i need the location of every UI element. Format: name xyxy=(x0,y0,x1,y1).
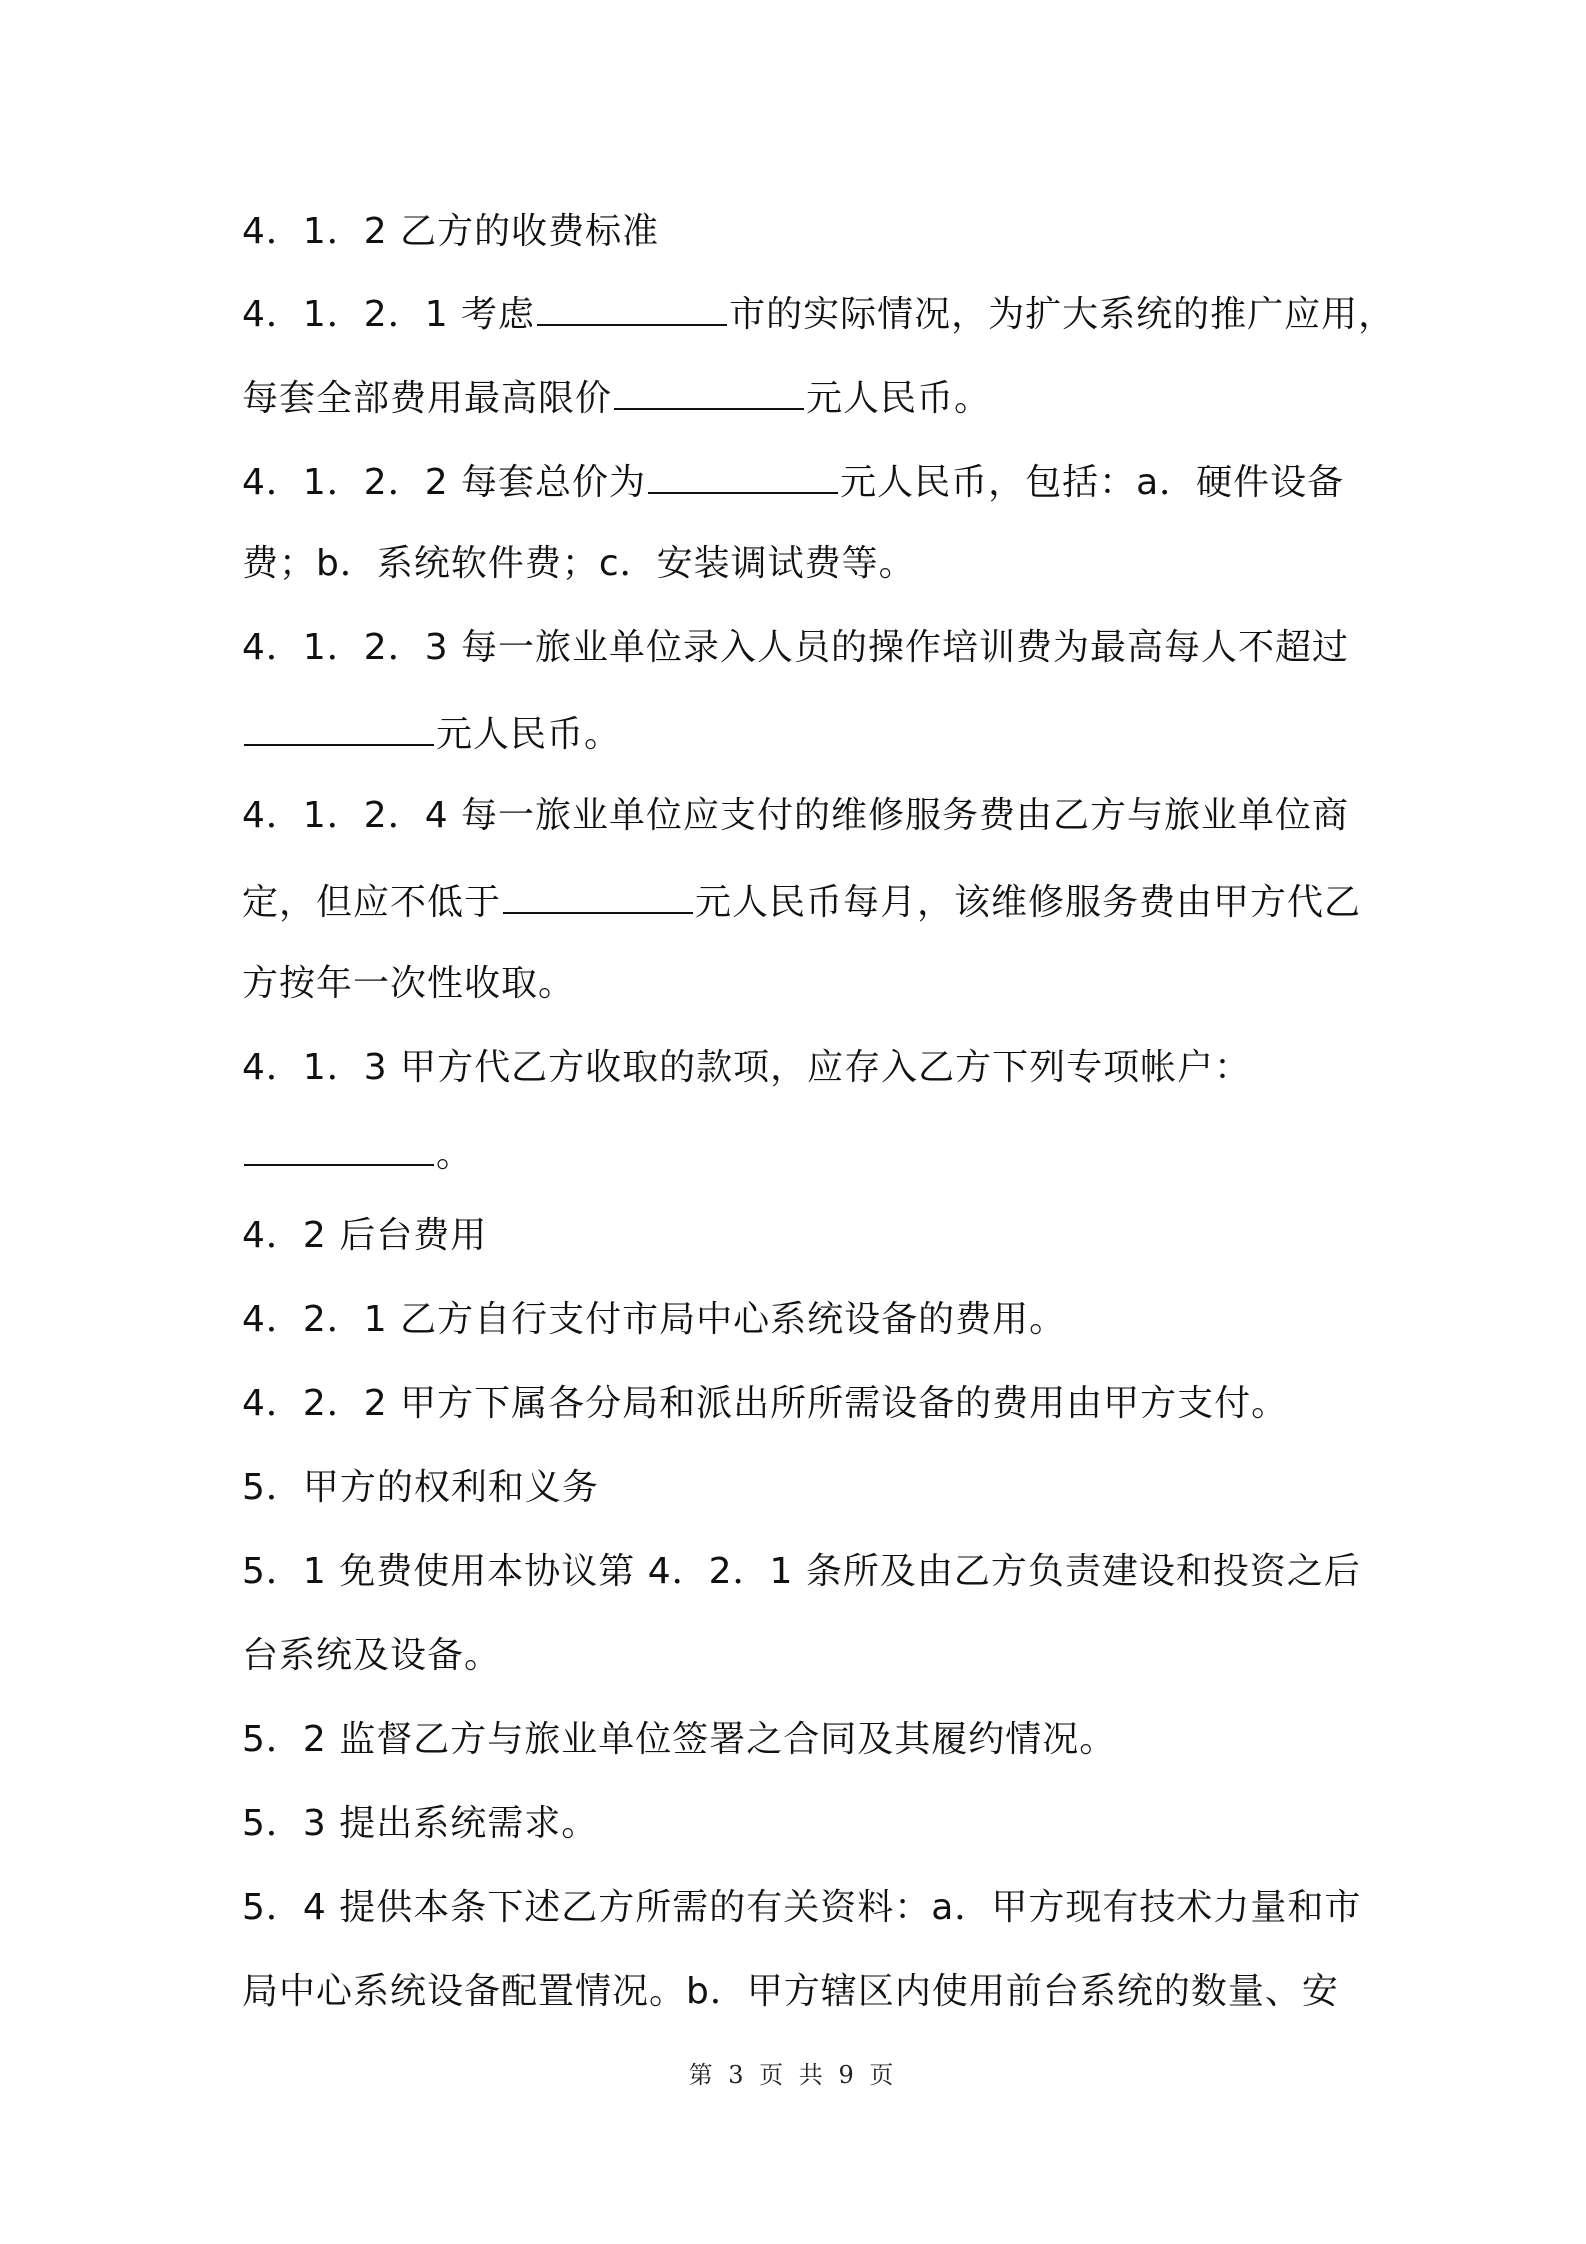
line-text: 4．1．2．3 每一旅业单位录入人员的操作培训费为最高每人不超过 xyxy=(242,627,1350,668)
fill-in-blank xyxy=(648,458,838,494)
text-line xyxy=(242,626,1382,670)
text-line xyxy=(242,374,1382,421)
text-line xyxy=(242,878,1382,925)
line-text: 5．4 提供本条下述乙方所需的有关资料：a．甲方现有技术力量和市 xyxy=(242,1887,1362,1928)
fill-in-blank xyxy=(614,374,804,410)
text-line xyxy=(242,710,1382,757)
line-text: 4．1．2．4 每一旅业单位应支付的维修服务费由乙方与旅业单位商 xyxy=(242,795,1350,836)
line-text-after: 元人民币。 xyxy=(806,378,992,419)
text-line xyxy=(242,1382,1382,1426)
text-line xyxy=(242,210,1382,254)
text-line xyxy=(242,290,1396,337)
text-line xyxy=(242,1130,1382,1177)
fill-in-blank xyxy=(537,290,727,326)
fill-in-blank xyxy=(244,1130,434,1166)
line-text-before: 定，但应不低于 xyxy=(242,882,502,923)
line-text-after: 元人民币每月，该维修服务费由甲方代乙 xyxy=(695,882,1362,923)
text-line xyxy=(242,458,1382,505)
fill-in-blank xyxy=(244,710,434,746)
line-text: 费；b．系统软件费；c．安装调试费等。 xyxy=(242,543,916,584)
text-line xyxy=(242,1886,1382,1930)
text-line xyxy=(242,542,1382,586)
line-text: 4．2．1 乙方自行支付市局中心系统设备的费用。 xyxy=(242,1299,1067,1340)
text-line xyxy=(242,1046,1382,1090)
line-text: 方按年一次性收取。 xyxy=(242,963,576,1004)
text-line xyxy=(242,1298,1382,1342)
line-text-after: 元人民币。 xyxy=(436,714,622,755)
line-text: 局中心系统设备配置情况。b．甲方辖区内使用前台系统的数量、安 xyxy=(242,1971,1339,2012)
line-text: 5．1 免费使用本协议第 4．2．1 条所及由乙方负责建设和投资之后 xyxy=(242,1551,1361,1592)
text-line xyxy=(242,962,1382,1006)
line-text: 4．1．3 甲方代乙方收取的款项，应存入乙方下列专项帐户： xyxy=(242,1047,1252,1088)
line-text: 4．2．2 甲方下属各分局和派出所所需设备的费用由甲方支付。 xyxy=(242,1383,1289,1424)
line-text: 5．甲方的权利和义务 xyxy=(242,1467,599,1508)
text-line xyxy=(242,1970,1382,2014)
text-line xyxy=(242,1634,1382,1678)
line-text: 5．2 监督乙方与旅业单位签署之合同及其履约情况。 xyxy=(242,1719,1117,1760)
page-number-footer: 第 3 页 共 9 页 xyxy=(688,2061,898,2089)
line-text-after: 市的实际情况，为扩大系统的推广应用， xyxy=(729,294,1396,335)
line-text: 4．1．2 乙方的收费标准 xyxy=(242,211,660,252)
text-line xyxy=(242,1802,1382,1846)
line-text-after: 。 xyxy=(436,1134,474,1175)
text-line xyxy=(242,1718,1382,1762)
line-text-after: 元人民币，包括：a．硬件设备 xyxy=(840,462,1345,503)
line-text: 5．3 提出系统需求。 xyxy=(242,1803,599,1844)
line-text: 台系统及设备。 xyxy=(242,1635,502,1676)
text-line xyxy=(242,1214,1382,1258)
line-text-before: 每套全部费用最高限价 xyxy=(242,378,613,419)
fill-in-blank xyxy=(503,878,693,914)
text-line xyxy=(242,1550,1382,1594)
text-line xyxy=(242,1466,1382,1510)
line-text-before: 4．1．2．2 每套总价为 xyxy=(242,462,647,503)
line-text: 4．2 后台费用 xyxy=(242,1215,488,1256)
text-line xyxy=(242,794,1382,838)
line-text-before: 4．1．2．1 考虑 xyxy=(242,294,536,335)
